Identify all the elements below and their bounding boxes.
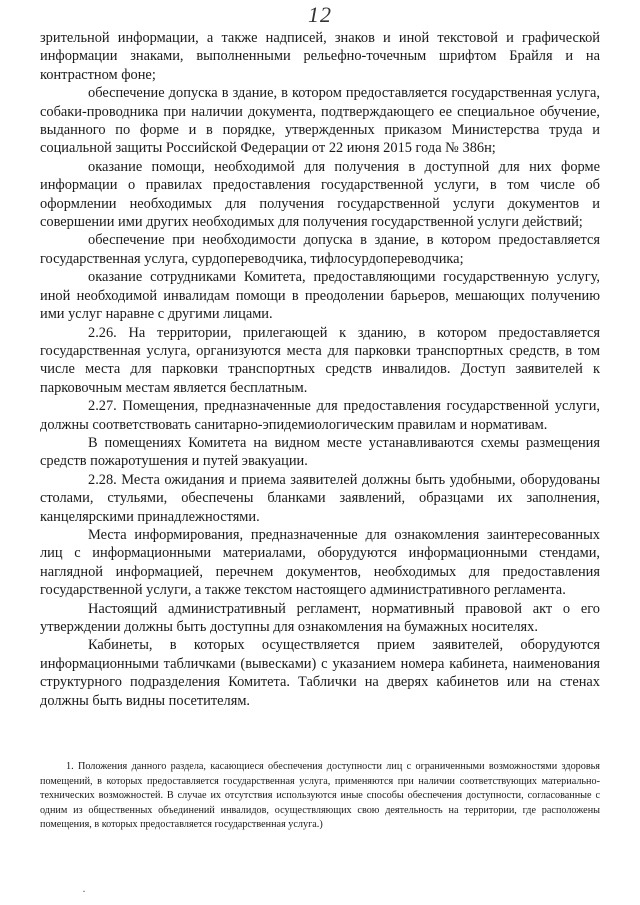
footnote-1: 1. Положения данного раздела, касающиеся обеспечения доступности лиц с ограниченными возможностями здоровья помещений, в которых предоставляется государственная услуга, применяются при наличии соответствующих материально-технических возможностей. В случае их отсутствия используются иные способы обеспечения доступности, согласованные с одним из общественных объединений инвалидов, осуществляющих свою деятельность на территории, где расположены помещения, в которых предоставляется государственная услуга.) (40, 761, 600, 831)
paragraph-2-28-waiting: 2.28. Места ожидания и приема заявителей должны быть удобными, оборудованы столами, стульями, обеспечены бланками заявлений, образцами их заполнения, канцелярскими принадлежностями. (40, 471, 600, 525)
paragraph-2-26-parking: 2.26. На территории, прилегающей к зданию, в котором предоставляется государственная услуга, организуются места для парковки транспортных средств, в том числе места для парковки транспортных средств инвалидов. Доступ заявителей к парковочным местам является бесплатным. (40, 324, 600, 396)
paragraph-guide-dog: обеспечение допуска в здание, в котором предоставляется государственная услуга, собаки-проводника при наличии документа, подтверждающего ее специальное обучение, выданного по форме и в порядке, утвержденных приказом Министерства труда и социальной защиты Российской Федерации от 22 июня 2015 года № 386н; (40, 85, 600, 157)
paragraph-assistance: оказание помощи, необходимой для получения в доступной для них форме информации о правилах предоставления государственной услуги, в том числе об оформлении необходимых для получения государственной услуги документов и совершении ими других необходимых для получения государственной услуги действий; (40, 158, 600, 231)
paragraph-offices: Кабинеты, в которых осуществляется прием заявителей, оборудуются информационными табличками (вывесками) с указанием номера кабинета, наименования структурного подразделения Комитета. Таблички на дверях кабинетов или на стенах должны быть видны посетителям. (40, 637, 600, 709)
paragraph-staff-help: оказание сотрудниками Комитета, предоставляющими государственную услугу, иной необходимой инвалидам помощи в преодолении барьеров, мешающих получению ими услуг наравне с другими лицами. (40, 269, 600, 323)
paragraph-information-places: Места информирования, предназначенные для ознакомления заинтересованных лиц с информационными материалами, оборудуются информационными стендами, наглядной информацией, перечнем документов, необходимых для предоставления государственной услуги, а также текстом настоящего административного регламента. (40, 526, 600, 599)
footnote-section (40, 760, 600, 833)
paragraph-evacuation: В помещениях Комитета на видном месте устанавливаются схемы размещения средств пожаротушения и путей эвакуации. (40, 434, 600, 470)
paragraph-interpreter: обеспечение при необходимости допуска в здание, в котором предоставляется государственная услуга, сурдопереводчика, тифлосурдопереводчика; (40, 232, 600, 267)
scan-dot-mark: · (82, 884, 86, 898)
paragraph-2-27-premises: 2.27. Помещения, предназначенные для предоставления государственной услуги, должны соответствовать санитарно-эпидемиологическим правилам и нормативам. (40, 398, 600, 433)
paragraph-regulation-access: Настоящий административный регламент, нормативный правовой акт о его утверждении должны быть доступны для ознакомления на бумажных носителях. (40, 600, 600, 635)
paragraph-continuation: зрительной информации, а также надписей, знаков и иной текстовой и графической информации знаками, выполненными рельефно-точечным шрифтом Брайля и на контрастном фоне; (40, 30, 600, 83)
document-body (40, 29, 600, 710)
page-number: 12 (308, 2, 332, 27)
